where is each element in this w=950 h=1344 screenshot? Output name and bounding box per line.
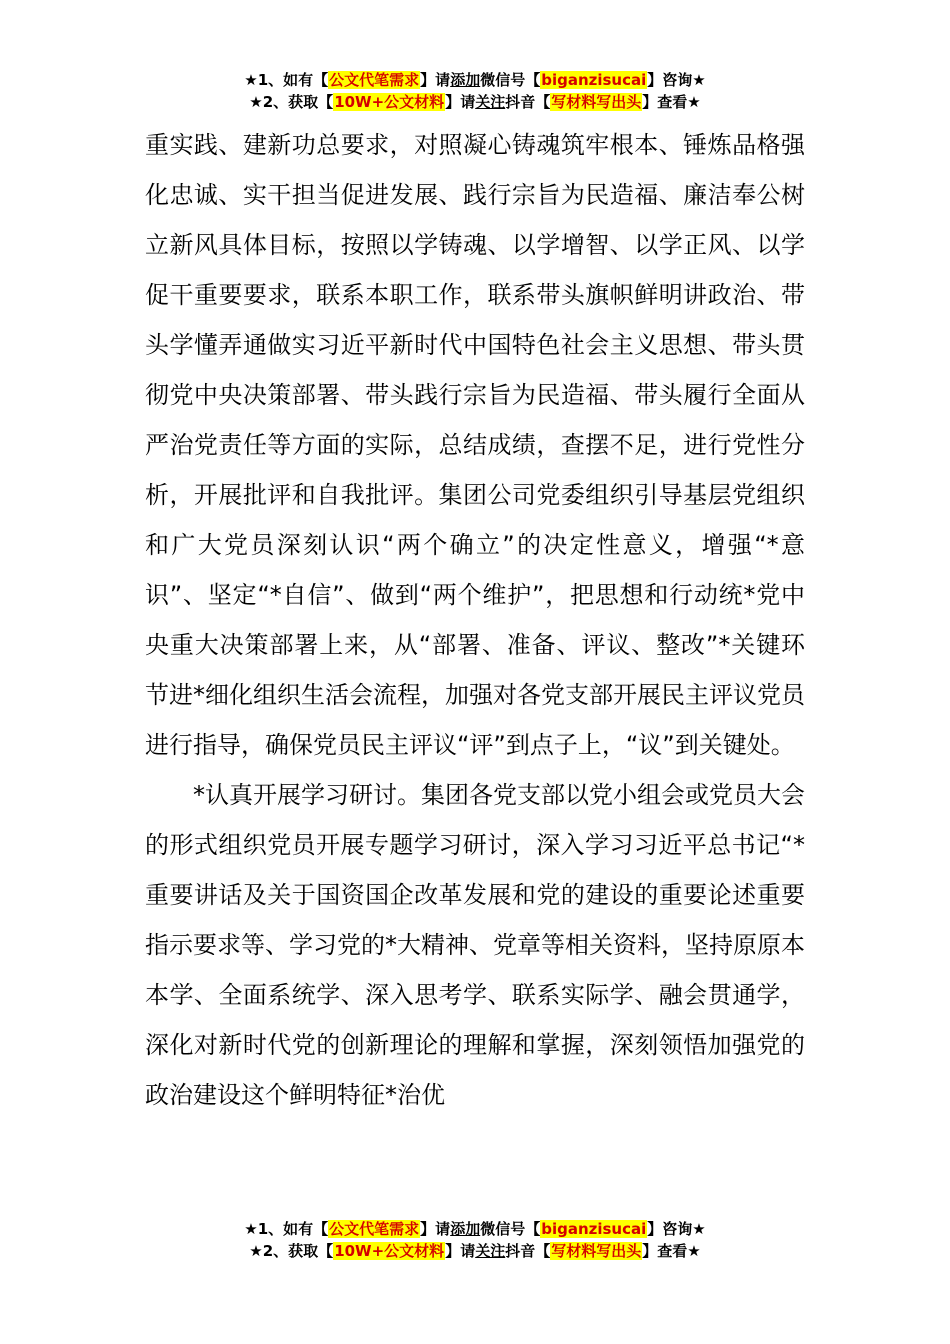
- banner-text: 抖音【: [505, 1242, 551, 1260]
- footer-banner: [0, 1218, 950, 1262]
- underlined-text: 关注: [475, 1242, 506, 1260]
- underlined-text: 添加: [450, 71, 481, 89]
- banner-text: 微信号【: [480, 71, 541, 89]
- banner-text: 】咨询★: [647, 71, 706, 89]
- highlight-wechat-id: biganzisucai: [541, 1220, 647, 1238]
- highlight-materials: 10W+公文材料: [334, 93, 445, 111]
- highlight-materials: 10W+公文材料: [334, 1242, 445, 1260]
- banner-text: 】查看★: [642, 1242, 701, 1260]
- banner-text: 】咨询★: [647, 1220, 706, 1238]
- underlined-text: 添加: [450, 1220, 481, 1238]
- banner-line-1: [0, 69, 950, 91]
- banner-text: 】查看★: [642, 93, 701, 111]
- banner-text: ★1、如有【: [244, 1220, 329, 1238]
- highlight-service: 公文代笔需求: [329, 1220, 420, 1238]
- banner-text: ★2、获取【: [249, 93, 334, 111]
- banner-text: ★2、获取【: [249, 1242, 334, 1260]
- document-body: [145, 120, 805, 1120]
- highlight-douyin: 写材料写出头: [551, 93, 642, 111]
- underlined-text: 关注: [475, 93, 506, 111]
- banner-text: 】请: [445, 93, 476, 111]
- highlight-douyin: 写材料写出头: [551, 1242, 642, 1260]
- banner-line-2: [0, 1240, 950, 1262]
- banner-text: 抖音【: [505, 93, 551, 111]
- header-banner: [0, 69, 950, 113]
- banner-text: ★1、如有【: [244, 71, 329, 89]
- banner-text: 】请: [420, 1220, 451, 1238]
- banner-line-2: [0, 91, 950, 113]
- banner-text: 】请: [420, 71, 451, 89]
- banner-text: 微信号【: [480, 1220, 541, 1238]
- paragraph: 重实践、建新功总要求，对照凝心铸魂筑牢根本、锤炼品格强化忠诚、实干担当促进发展、践行宗旨为民造福、廉洁奉公树立新风具体目标，按照以学铸魂、以学增智、以学正风、以学促干重要要求，联系本职工作，联系带头旗帜鲜明讲政治、带头学懂弄通做实习近平新时代中国特色社会主义思想、带头贯彻党中央决策部署、带头践行宗旨为民造福、带头履行全面从严治党责任等方面的实际，总结成绩，查摆不足，进行党性分析，开展批评和自我批评。集团公司党委组织引导基层党组织和广大党员深刻认识“两个确立”的决定性意义，增强“*意识”、坚定“*自信”、做到“两个维护”，把思想和行动统*党中央重大决策部署上来，从“部署、准备、评议、整改”*关键环节进*细化组织生活会流程，加强对各党支部开展民主评议党员进行指导，确保党员民主评议“评”到点子上，“议”到关键处。: [145, 131, 805, 759]
- banner-line-1: [0, 1218, 950, 1240]
- paragraph: *认真开展学习研讨。集团各党支部以党小组会或党员大会的形式组织党员开展专题学习研讨，深入学习习近平总书记“*重要讲话及关于国资国企改革发展和党的建设的重要论述重要指示要求等、学习党的*大精神、党章等相关资料，坚持原原本本学、全面系统学、深入思考学、联系实际学、融会贯通学，深化对新时代党的创新理论的理解和掌握，深刻领悟加强党的政治建设这个鲜明特征*治优: [145, 781, 805, 1109]
- highlight-wechat-id: biganzisucai: [541, 71, 647, 89]
- banner-text: 】请: [445, 1242, 476, 1260]
- highlight-service: 公文代笔需求: [329, 71, 420, 89]
